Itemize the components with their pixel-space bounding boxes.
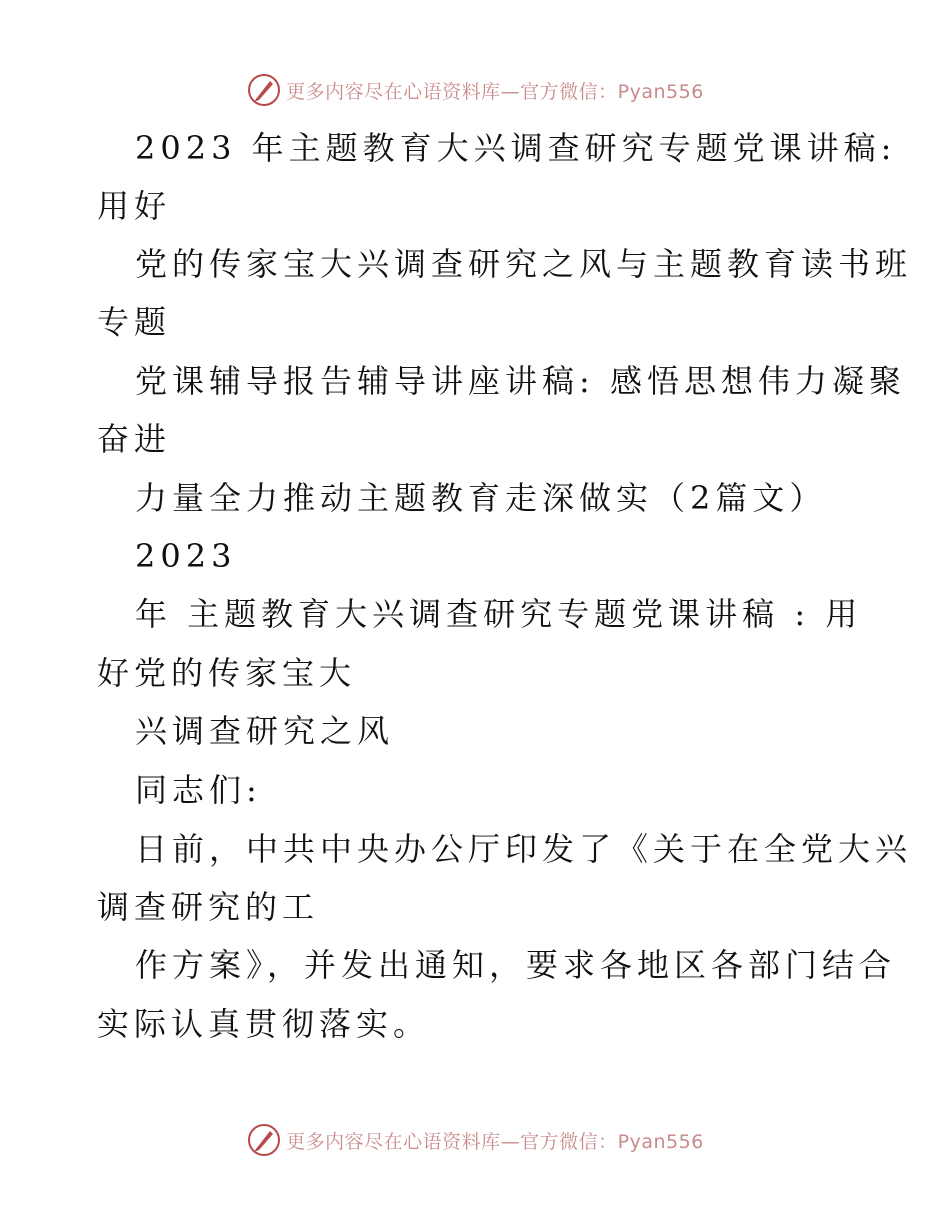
- watermark-text: 更多内容尽在心语资料库—官方微信：Pyan556: [286, 80, 704, 103]
- heading-line-3: 兴调查研究之风: [135, 712, 395, 750]
- quill-pen-logo-icon: [246, 72, 282, 108]
- title-line-4: 专题: [97, 303, 172, 341]
- heading-line-2: 好党的传家宝大: [97, 654, 357, 692]
- title-line-2: 用好: [97, 187, 172, 225]
- paragraph-line-4: 实际认真贯彻落实。: [97, 1005, 431, 1043]
- title-line-5: 党课辅导报告辅导讲座讲稿: 感悟思想伟力凝聚: [135, 362, 906, 400]
- heading-line-1: 年 主题教育大兴调查研究专题党课讲稿 : 用: [135, 595, 863, 633]
- watermark-text: 更多内容尽在心语资料库—官方微信：Pyan556: [286, 1130, 704, 1153]
- paragraph-line-2: 调查研究的工: [97, 888, 320, 926]
- quill-pen-logo-icon: [246, 1122, 282, 1158]
- title-line-1: 2023 年主题教育大兴调查研究专题党课讲稿:: [135, 129, 897, 167]
- heading-year: 2023: [135, 537, 237, 575]
- footer-watermark: [0, 1120, 950, 1160]
- paragraph-line-1: 日前，中共中央办公厅印发了《关于在全党大兴: [135, 830, 913, 868]
- title-line-7: 力量全力推动主题教育走深做实（2篇文）: [135, 479, 827, 517]
- paragraph-line-3: 作方案》，并发出通知，要求各地区各部门结合: [135, 946, 897, 984]
- title-line-6: 奋进: [97, 420, 172, 458]
- header-watermark: [0, 70, 950, 110]
- salutation: 同志们:: [135, 771, 262, 809]
- title-line-3: 党的传家宝大兴调查研究之风与主题教育读书班: [135, 245, 913, 283]
